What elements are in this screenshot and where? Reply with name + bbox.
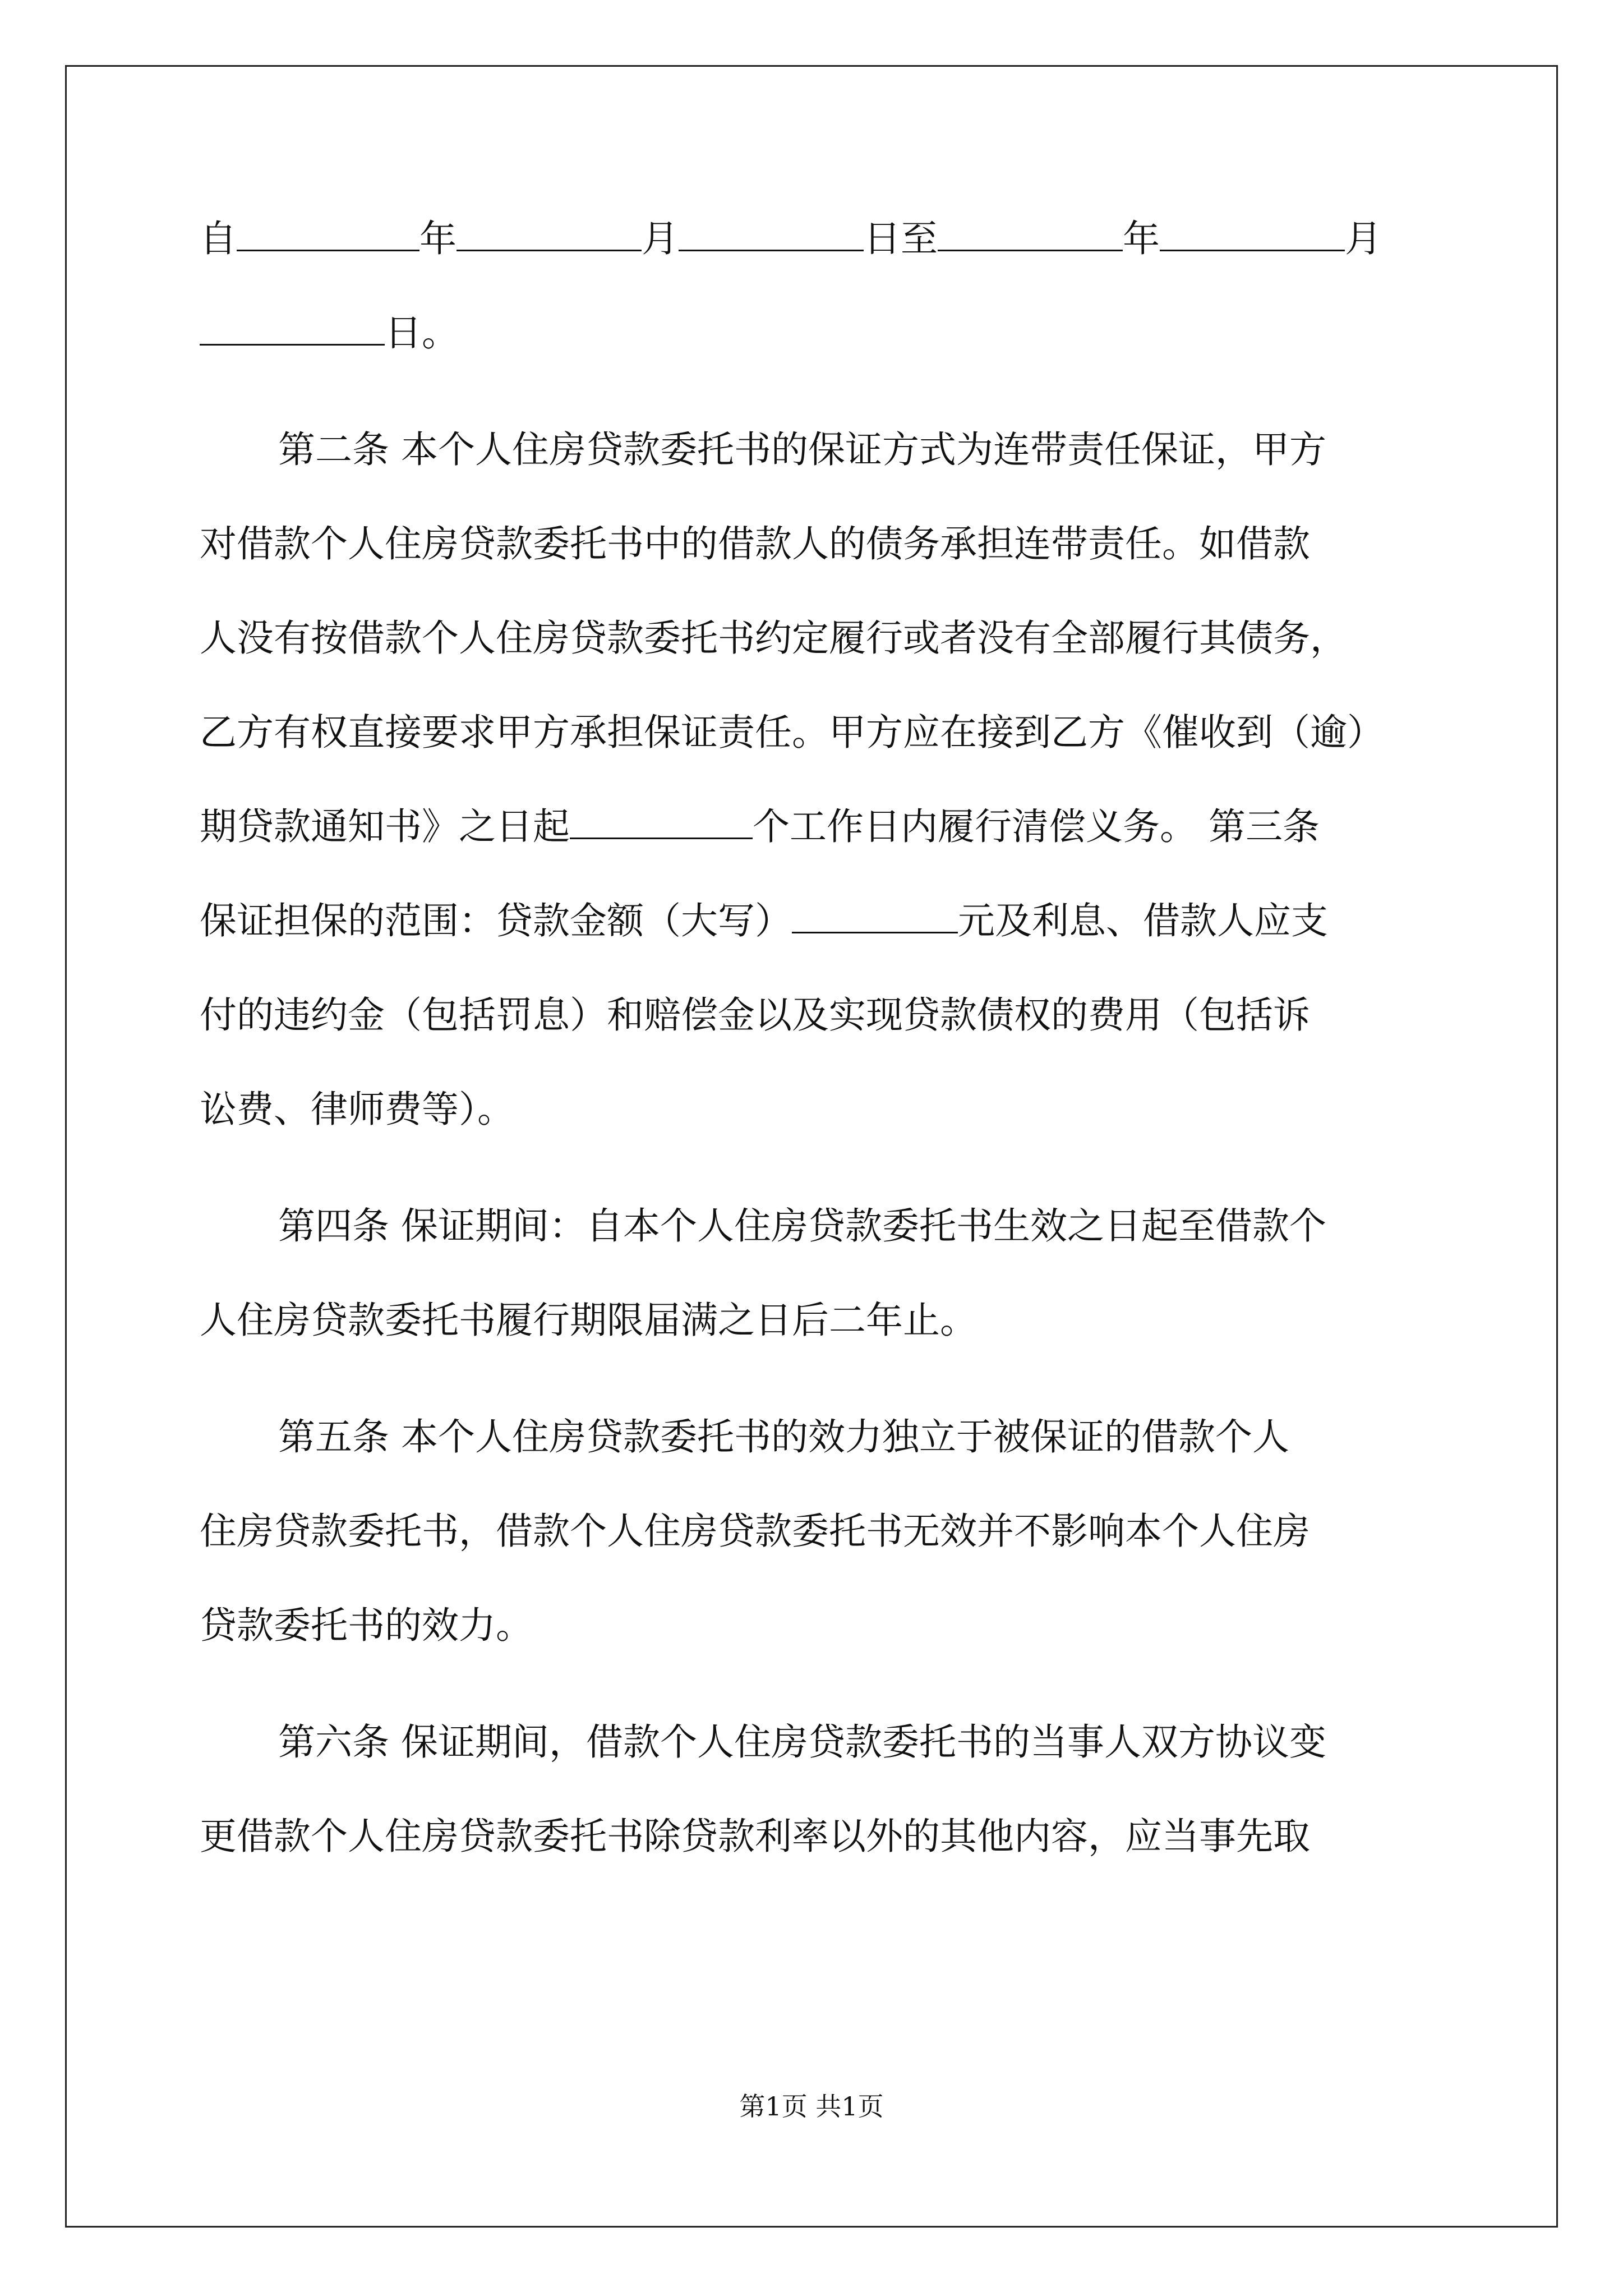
blank-month-end bbox=[1160, 215, 1345, 251]
article3-line1-text-a: 保证担保的范围：贷款金额（大写） bbox=[200, 899, 792, 942]
page-border bbox=[65, 65, 1558, 2228]
article2-line3: 人没有按借款个人住房贷款委托书约定履行或者没有全部履行其债务， bbox=[200, 616, 1347, 660]
text-year-end: 年 bbox=[1123, 217, 1160, 260]
blank-month-start bbox=[457, 215, 642, 251]
article3-line1-text-b: 元及利息、借款人应支 bbox=[958, 899, 1328, 942]
article3-line1 bbox=[200, 895, 1328, 947]
text-day-end: 日。 bbox=[385, 311, 459, 355]
text-month-end: 月 bbox=[1345, 217, 1382, 260]
text-year: 年 bbox=[419, 217, 457, 260]
blank-year-end bbox=[938, 215, 1123, 251]
page-footer: 第1页 共1页 bbox=[739, 2091, 884, 2122]
article3-line2: 付的违约金（包括罚息）和赔偿金以及实现贷款债权的费用（包括诉 bbox=[200, 993, 1310, 1037]
article2-line2: 对借款个人住房贷款委托书中的借款人的债务承担连带责任。如借款 bbox=[200, 522, 1310, 565]
article4-line1: 第四条 保证期间：自本个人住房贷款委托书生效之日起至借款个 bbox=[278, 1204, 1326, 1248]
article2-line1: 第二条 本个人住房贷款委托书的保证方式为连带责任保证，甲方 bbox=[278, 428, 1326, 471]
article2-line5-text-b: 个工作日内履行清偿义务。 第三条 bbox=[753, 805, 1320, 848]
blank-amount bbox=[792, 897, 958, 933]
text-from: 自 bbox=[200, 217, 237, 260]
article3-line3: 讼费、律师费等）。 bbox=[200, 1088, 514, 1131]
article5-line3: 贷款委托书的效力。 bbox=[200, 1604, 533, 1647]
article5-line1: 第五条 本个人住房贷款委托书的效力独立于被保证的借款个人 bbox=[278, 1415, 1289, 1458]
blank-day-end bbox=[200, 309, 385, 346]
text-month: 月 bbox=[642, 217, 679, 260]
article2-line4: 乙方有权直接要求甲方承担保证责任。甲方应在接到乙方《催收到（逾） bbox=[200, 711, 1384, 754]
blank-workdays bbox=[570, 803, 753, 839]
article2-line5-text-a: 期贷款通知书》之日起 bbox=[200, 805, 570, 848]
blank-year-start bbox=[237, 215, 419, 251]
text-day-to: 日至 bbox=[864, 217, 938, 260]
blank-day-start bbox=[679, 215, 864, 251]
date-line bbox=[200, 213, 1382, 265]
article6-line1: 第六条 保证期间，借款个人住房贷款委托书的当事人双方协议变 bbox=[278, 1720, 1326, 1764]
article5-line2: 住房贷款委托书，借款个人住房贷款委托书无效并不影响本个人住房 bbox=[200, 1510, 1310, 1553]
article2-line5 bbox=[200, 801, 1320, 853]
article6-line2: 更借款个人住房贷款委托书除贷款利率以外的其他内容，应当事先取 bbox=[200, 1815, 1310, 1858]
article4-line2: 人住房贷款委托书履行期限届满之日后二年止。 bbox=[200, 1299, 977, 1342]
date-line-2 bbox=[200, 307, 459, 359]
